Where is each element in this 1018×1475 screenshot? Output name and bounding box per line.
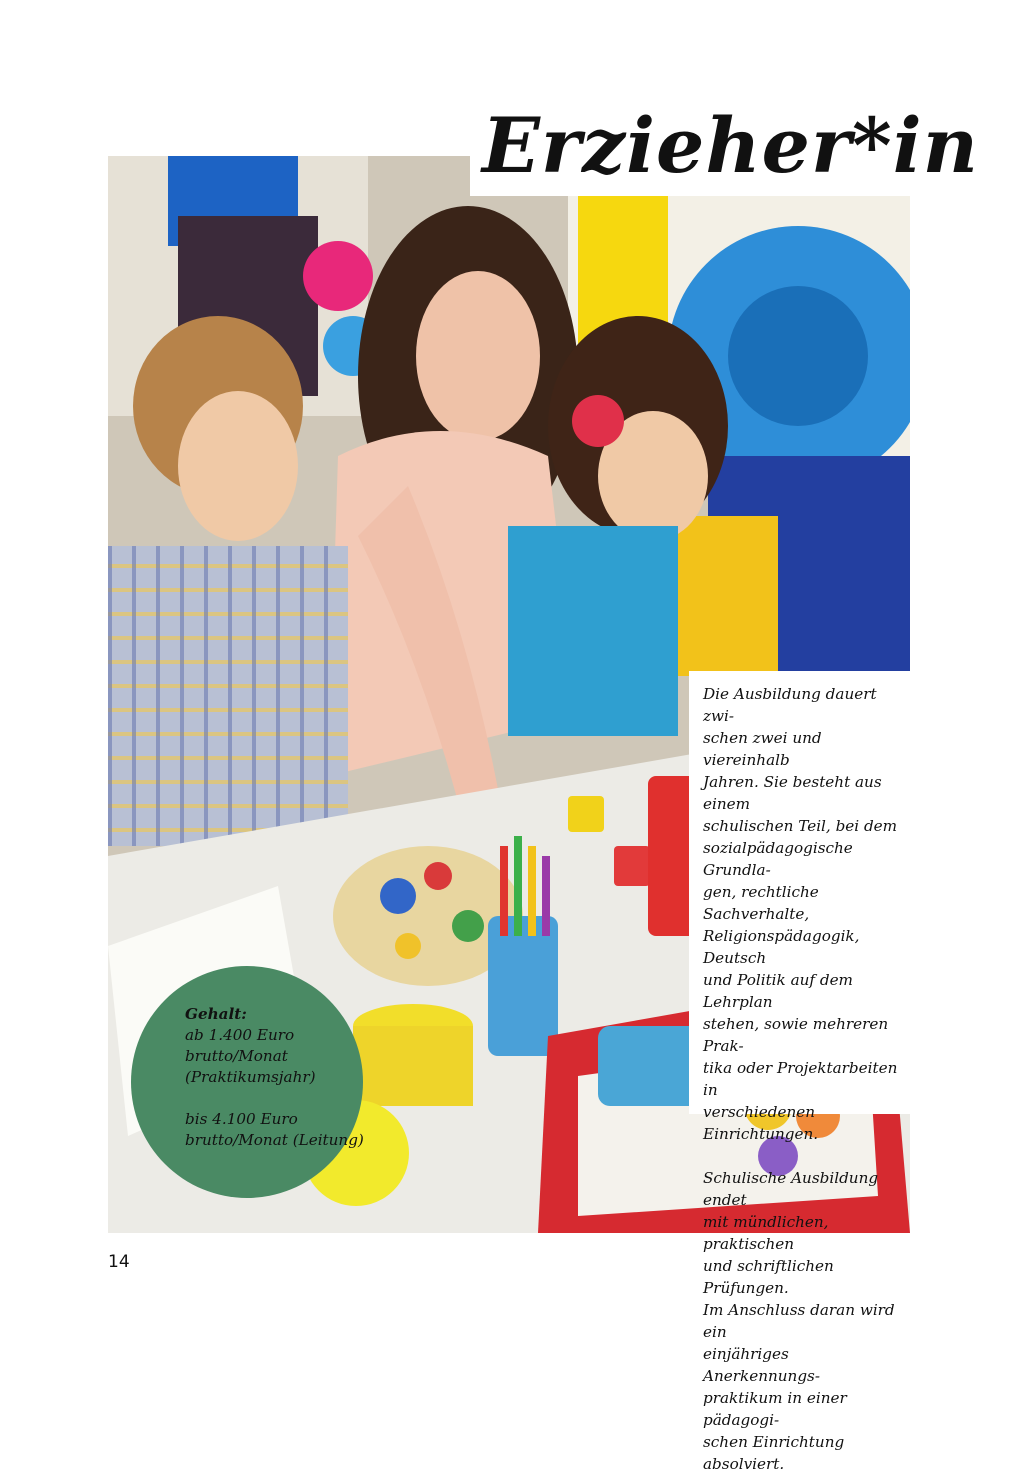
salary-label: Gehalt: [185, 1005, 247, 1023]
article-paragraph-1: Die Ausbildung dauert zwi- schen zwei und viereinhalb Jahren. Sie besteht aus einem schulischen Teil, bei dem sozialpädagogische Grundla- gen, rechtliche Sachverhalte, Religionspädagogik, Deutsch und Politik auf dem Lehrplan stehen, sowie mehreren Prak- tika oder Projektarbeiten in verschiedenen Einrichtungen. [703, 685, 898, 1143]
page-title: Erzieher*in [482, 101, 979, 190]
salary-max-line-1: bis 4.100 Euro [185, 1110, 298, 1128]
salary-min-line-1: ab 1.400 Euro [185, 1026, 295, 1044]
salary-min-line-2: brutto/Monat [185, 1047, 288, 1065]
page-number: 14 [108, 1252, 130, 1272]
salary-max-line-2: brutto/Monat (Leitung) [185, 1131, 364, 1149]
article-paragraph-2: Schulische Ausbildung endet mit mündlichen, praktischen und schriftlichen Prüfungen. Im Anschluss daran wird ein einjähriges Anerkennungs- praktikum in einer pädagogi- schen Einrichtung absolviert. [703, 1169, 895, 1473]
salary-spacer [185, 1088, 364, 1109]
article-text-box [689, 671, 910, 1473]
salary-min-line-3: (Praktikumsjahr) [185, 1068, 316, 1086]
salary-info [185, 1004, 364, 1151]
